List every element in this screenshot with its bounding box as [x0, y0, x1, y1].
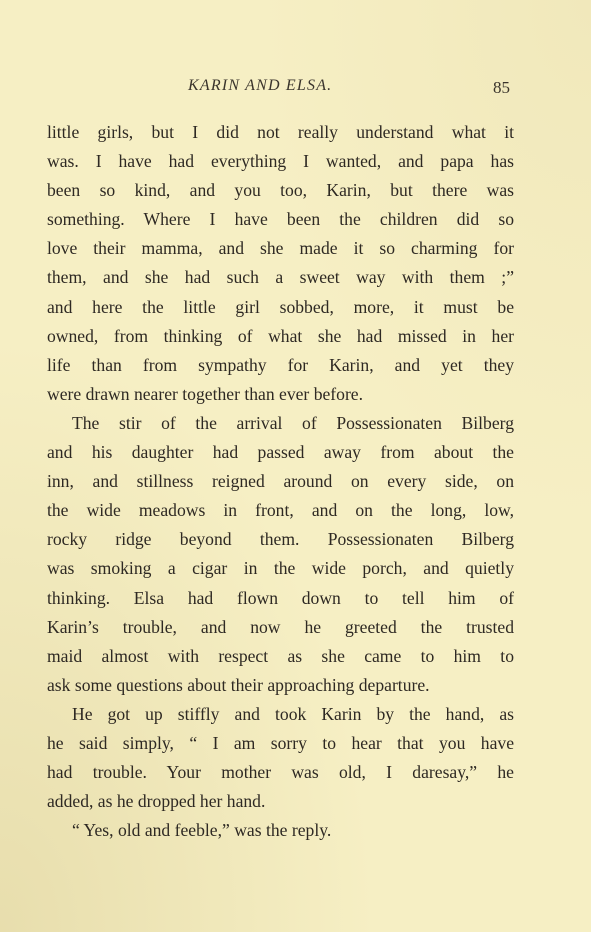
paragraph-line: “ Yes, old and feeble,” was the reply. — [72, 820, 332, 841]
text-line: them, and she had such a sweet way with them ;” — [47, 267, 514, 288]
paragraph-start-line: He got up stiffly and took Karin by the hand, as — [72, 703, 514, 724]
paragraph-end-line: added, as he dropped her hand. — [47, 791, 266, 812]
text-line: life than from sympathy for Karin, and yet they — [47, 354, 514, 375]
text-line: been so kind, and you too, Karin, but there was — [47, 180, 514, 201]
paragraph-end-line: ask some questions about their approaching departure. — [47, 674, 430, 695]
text-line: inn, and stillness reigned around on every side, on — [47, 471, 514, 492]
page-number: 85 — [493, 78, 510, 97]
text-line: maid almost with respect as she came to him to — [47, 645, 514, 666]
running-head-title: KARIN AND ELSA. — [188, 77, 333, 94]
paragraph-start-line: The stir of the arrival of Possessionaten Bilberg — [72, 412, 514, 433]
text-line: Karin’s trouble, and now he greeted the trusted — [47, 616, 514, 637]
body-text — [47, 118, 514, 845]
text-line: rocky ridge beyond them. Possessionaten Bilberg — [47, 529, 514, 550]
text-line: was. I have had everything I wanted, and papa has — [47, 151, 514, 172]
text-line: love their mamma, and she made it so charming for — [47, 238, 514, 259]
text-line: and here the little girl sobbed, more, it must be — [47, 296, 514, 317]
text-line: was smoking a cigar in the wide porch, and quietly — [47, 558, 514, 579]
text-line: little girls, but I did not really understand what it — [47, 122, 514, 142]
text-line: he said simply, “ I am sorry to hear that you have — [47, 732, 514, 753]
text-line: thinking. Elsa had flown down to tell him of — [47, 587, 514, 608]
paragraph-end-line: were drawn nearer together than ever before. — [47, 383, 364, 404]
text-line: and his daughter had passed away from about the — [47, 442, 514, 463]
text-line: the wide meadows in front, and on the long, low, — [47, 500, 514, 521]
text-line: owned, from thinking of what she had missed in her — [47, 325, 514, 346]
text-line: something. Where I have been the children did so — [47, 209, 514, 230]
text-line: had trouble. Your mother was old, I daresay,” he — [47, 762, 514, 783]
